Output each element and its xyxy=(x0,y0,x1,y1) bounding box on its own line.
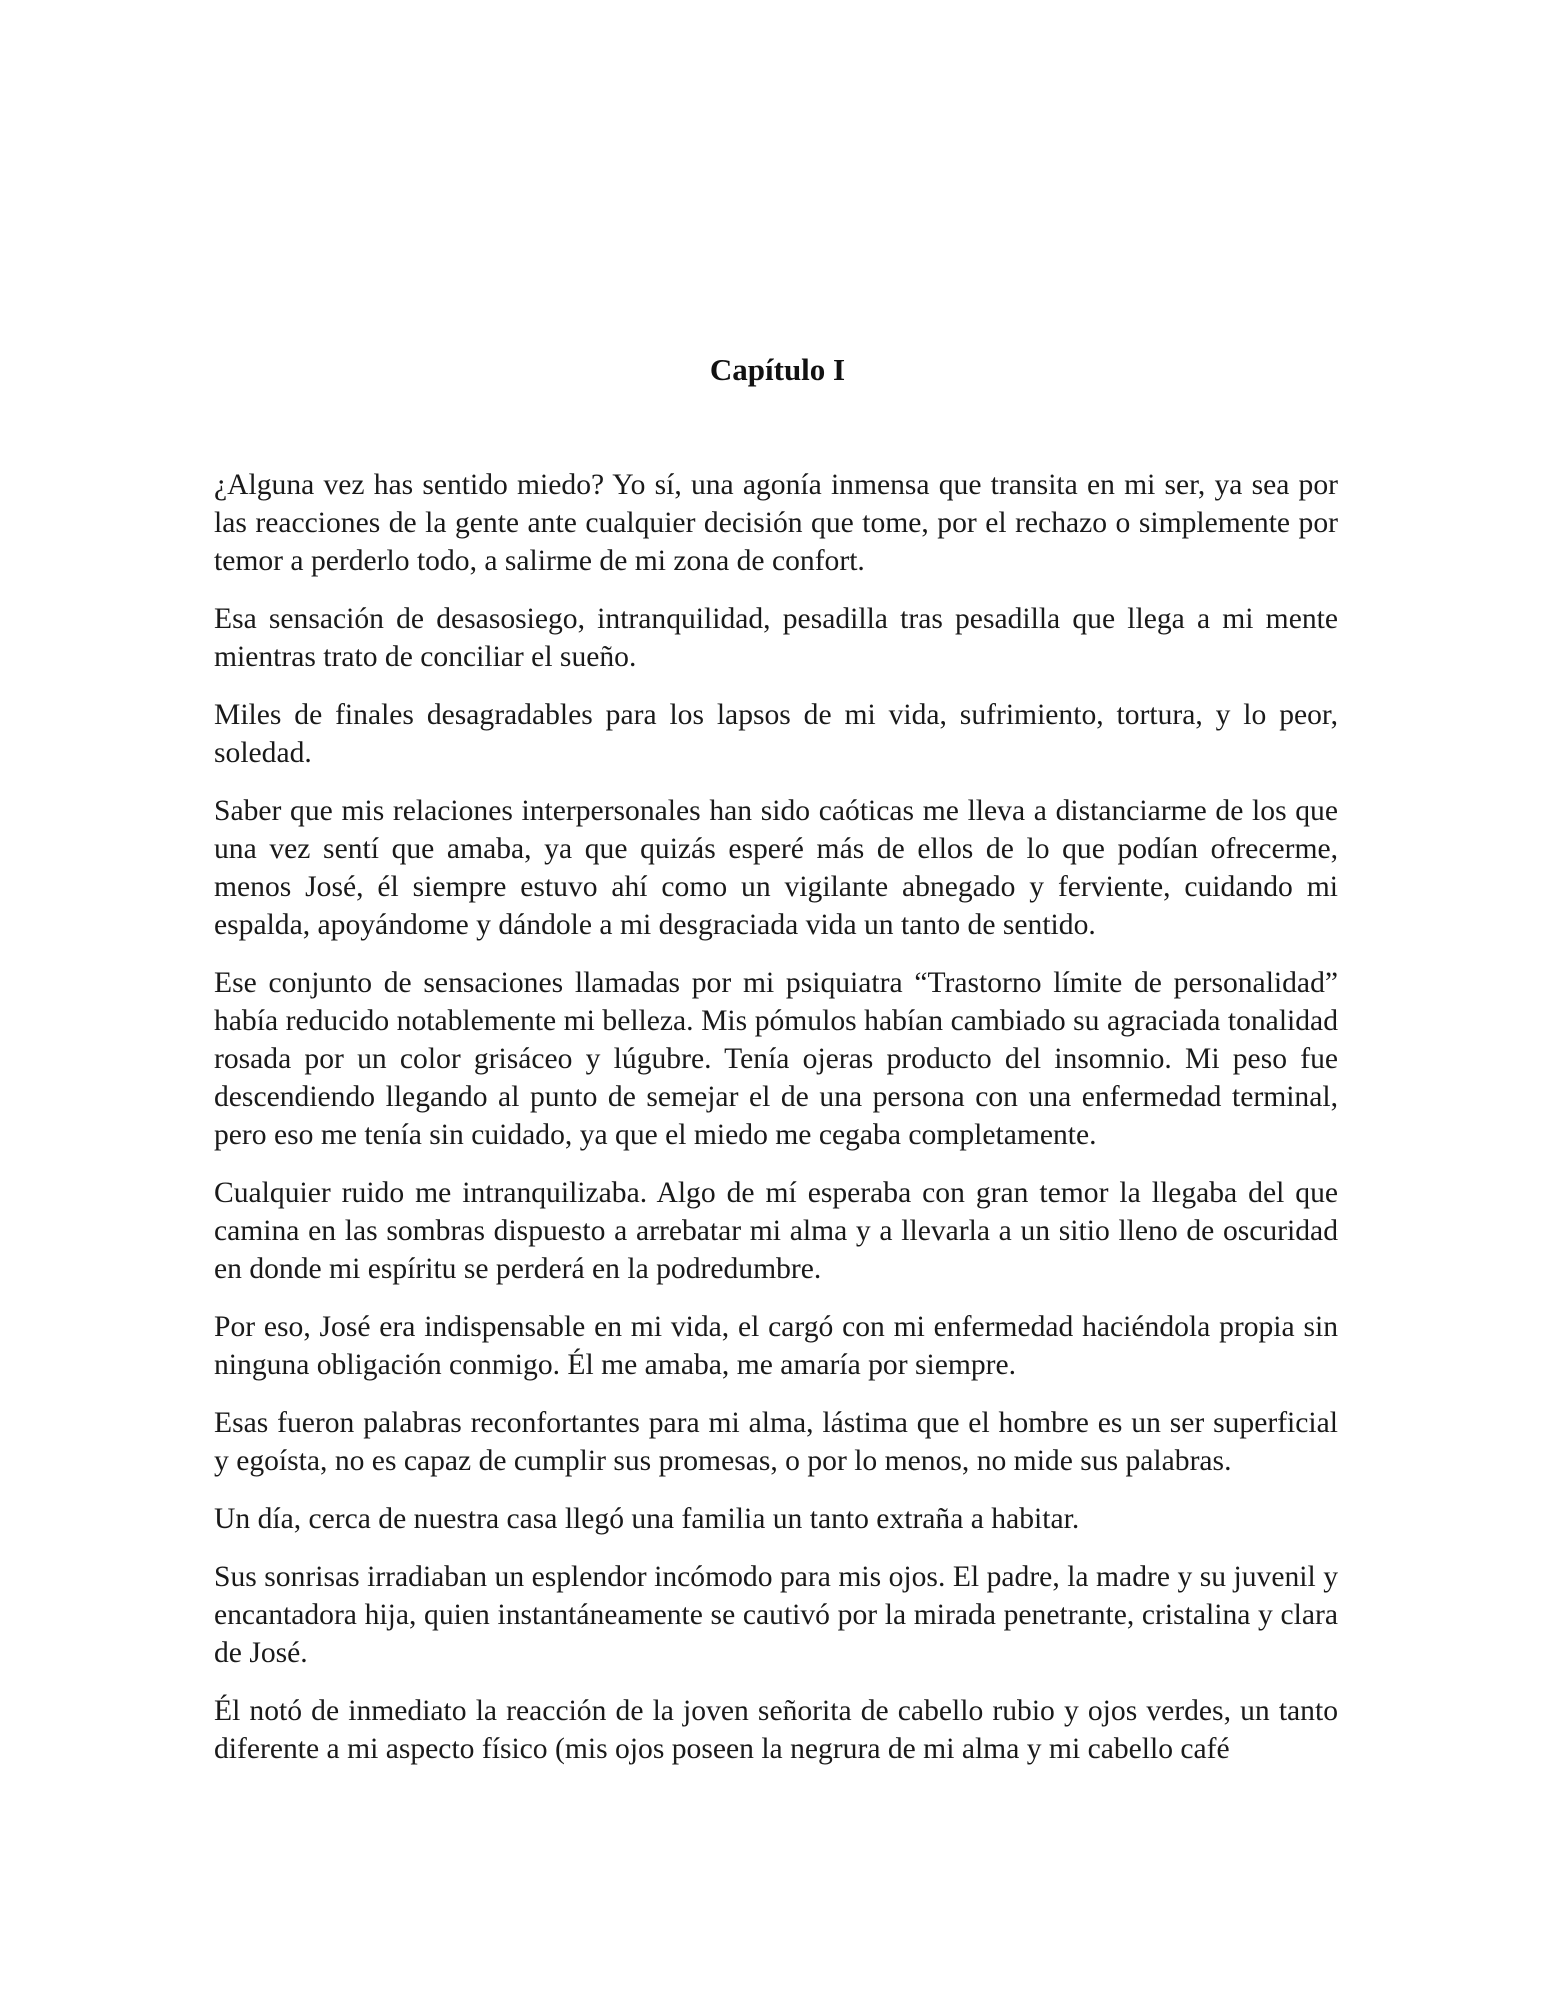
paragraph: Un día, cerca de nuestra casa llegó una familia un tanto extraña a habitar. xyxy=(214,1503,1080,1535)
paragraph: Él notó de inmediato la reacción de la joven señorita de cabello rubio y ojos verdes, un tanto diferente a mi aspecto físico (mis ojos poseen la negrura de mi alma y mi cabello café xyxy=(214,1695,1338,1765)
paragraph: Esas fueron palabras reconfortantes para mi alma, lástima que el hombre es un ser superficial y egoísta, no es capaz de cumplir sus promesas, o por lo menos, no mide sus palabras. xyxy=(214,1407,1338,1477)
paragraph: Saber que mis relaciones interpersonales han sido caóticas me lleva a distanciarme de los que una vez sentí que amaba, ya que quizás esperé más de ellos de lo que podían ofrecerme, menos José, él siempre estuvo ahí como un vigilante abnegado y ferviente, cuidando mi espalda, apoyándome y dándole a mi desgraciada vida un tanto de sentido. xyxy=(214,795,1338,941)
chapter-body xyxy=(214,466,1338,1768)
paragraph: Miles de finales desagradables para los lapsos de mi vida, sufrimiento, tortura, y lo peor, soledad. xyxy=(214,699,1338,769)
paragraph: ¿Alguna vez has sentido miedo? Yo sí, una agonía inmensa que transita en mi ser, ya sea por las reacciones de la gente ante cualquier decisión que tome, por el rechazo o simplemente por temor a perderlo todo, a salirme de mi zona de confort. xyxy=(214,469,1338,577)
paragraph: Por eso, José era indispensable en mi vida, el cargó con mi enfermedad haciéndola propia sin ninguna obligación conmigo. Él me amaba, me amaría por siempre. xyxy=(214,1311,1338,1381)
paragraph: Esa sensación de desasosiego, intranquilidad, pesadilla tras pesadilla que llega a mi mente mientras trato de conciliar el sueño. xyxy=(214,603,1338,673)
chapter-title: Capítulo I xyxy=(709,352,846,387)
paragraph: Cualquier ruido me intranquilizaba. Algo de mí esperaba con gran temor la llegaba del que camina en las sombras dispuesto a arrebatar mi alma y a llevarla a un sitio lleno de oscuridad en donde mi espíritu se perderá en la podredumbre. xyxy=(214,1177,1338,1285)
paragraph: Ese conjunto de sensaciones llamadas por mi psiquiatra “Trastorno límite de personalidad” había reducido notablemente mi belleza. Mis pómulos habían cambiado su agraciada tonalidad rosada por un color grisáceo y lúgubre. Tenía ojeras producto del insomnio. Mi peso fue descendiendo llegando al punto de semejar el de una persona con una enfermedad terminal, pero eso me tenía sin cuidado, ya que el miedo me cegaba completamente. xyxy=(214,967,1338,1151)
paragraph: Sus sonrisas irradiaban un esplendor incómodo para mis ojos. El padre, la madre y su juvenil y encantadora hija, quien instantáneamente se cautivó por la mirada penetrante, cristalina y clara de José. xyxy=(214,1561,1338,1669)
